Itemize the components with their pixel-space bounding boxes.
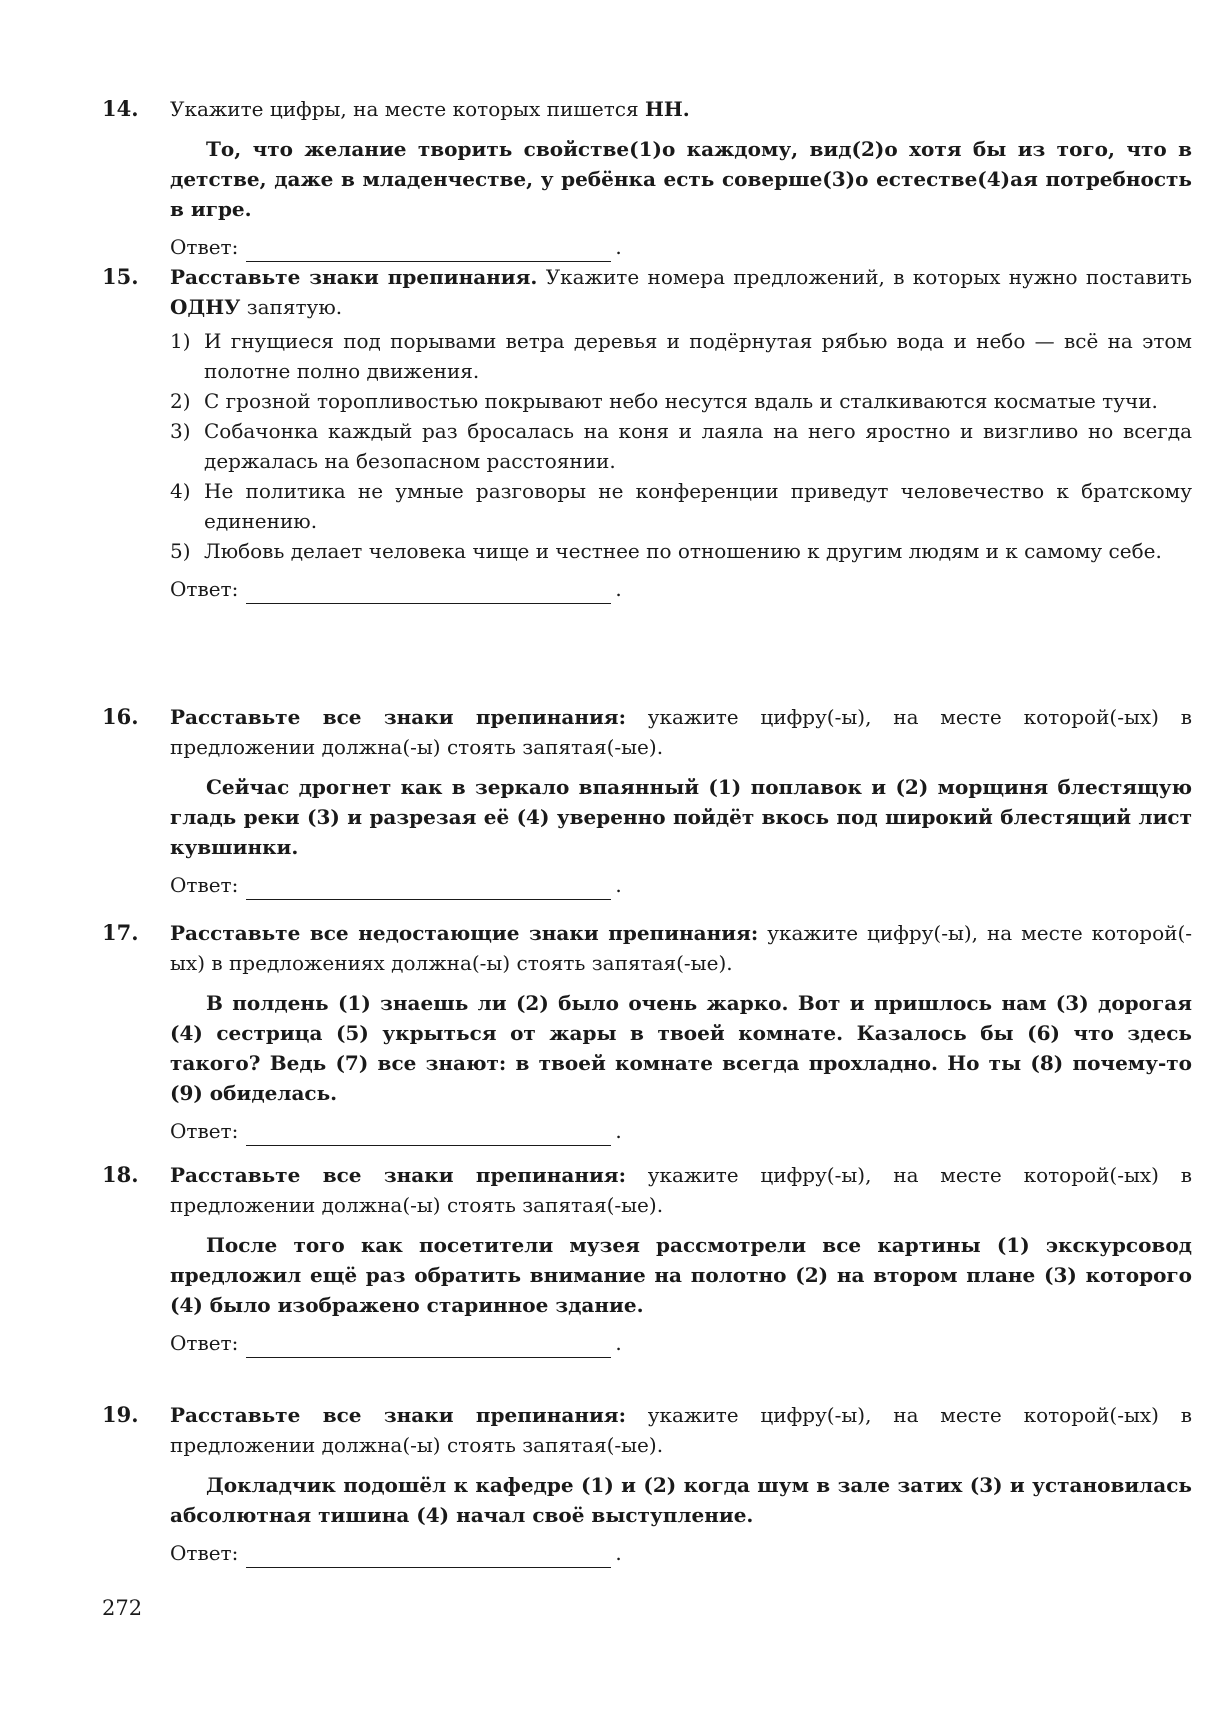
- answer-row: Ответ: .: [170, 870, 1192, 900]
- task-number: 16.: [102, 704, 139, 729]
- answer-field[interactable]: [246, 877, 611, 900]
- answer-row: Ответ: .: [170, 1116, 1192, 1146]
- task-instruction: Расставьте все знаки препинания: укажите цифру(-ы), на месте которой(-ых) в предложении должна(-ы) стоять запятая(-ые).: [170, 705, 1192, 759]
- answer-row: Ответ: .: [170, 1538, 1192, 1568]
- task-number: 19.: [102, 1402, 139, 1427]
- task-sentence: После того как посетители музея рассмотрели все картины (1) экскурсовод предложил ещё раз обратить внимание на полотно (2) на втором плане (3) которого (4) было изображено старинное здание.: [170, 1233, 1192, 1317]
- answer-label: Ответ:: [170, 1541, 239, 1565]
- list-item: 5) Любовь делает человека чище и честнее по отношению к другим людям и к самому себе.: [170, 539, 1162, 563]
- task-sentence: То, что желание творить свойстве(1)о каждому, вид(2)о хотя бы из того, что в детстве, даже в младенчестве, у ребёнка есть соверше(3)о естестве(4)ая потребность в игре.: [170, 137, 1192, 221]
- answer-field[interactable]: [246, 581, 611, 604]
- answer-label: Ответ:: [170, 577, 239, 601]
- task-instruction: Расставьте все недостающие знаки препинания: укажите цифру(-ы), на месте которой(-ых) в предложениях должна(-ы) стоять запятая(-ые).: [170, 921, 1192, 975]
- task-instruction: Укажите цифры, на месте которых пишется НН.: [170, 97, 690, 121]
- answer-row: Ответ: .: [170, 1328, 1192, 1358]
- task-instruction: Расставьте знаки препинания. Укажите номера предложений, в которых нужно поставить ОДНУ запятую.: [170, 265, 1192, 319]
- task-sentence: Докладчик подошёл к кафедре (1) и (2) когда шум в зале затих (3) и установилась абсолютная тишина (4) начал своё выступление.: [170, 1473, 1192, 1527]
- page-number: 272: [102, 1596, 143, 1620]
- task-16: [102, 702, 1192, 900]
- task-number: 15.: [102, 264, 139, 289]
- task-sentence: Сейчас дрогнет как в зеркало впаянный (1) поплавок и (2) морщиня блестящую гладь реки (3) и разрезая её (4) уверенно пойдёт вкось под широкий блестящий лист кувшинки.: [170, 775, 1192, 859]
- list-item: 3) Собачонка каждый раз бросалась на коня и лаяла на него яростно и визгливо но всегда держалась на безопасном расстоянии.: [170, 419, 1192, 473]
- task-number: 14.: [102, 96, 139, 121]
- list-item: 1) И гнущиеся под порывами ветра деревья и подёрнутая рябью вода и небо — всё на этом полотне полно движения.: [170, 329, 1192, 383]
- task-18: [102, 1160, 1192, 1358]
- list-item: 2) С грозной торопливостью покрывают небо несутся вдаль и сталкиваются косматые тучи.: [170, 389, 1158, 413]
- task-15: [102, 262, 1192, 604]
- task-instruction: Расставьте все знаки препинания: укажите цифру(-ы), на месте которой(-ых) в предложении должна(-ы) стоять запятая(-ые).: [170, 1403, 1192, 1457]
- answer-label: Ответ:: [170, 235, 239, 259]
- task-number: 18.: [102, 1162, 139, 1187]
- task-14: [102, 94, 1192, 262]
- answer-label: Ответ:: [170, 1119, 239, 1143]
- task-number: 17.: [102, 920, 139, 945]
- answer-row: Ответ: .: [170, 232, 1192, 262]
- answer-row: Ответ: .: [170, 574, 1192, 604]
- answer-field[interactable]: [246, 1545, 611, 1568]
- options-list: [170, 326, 1192, 566]
- answer-field[interactable]: [246, 1123, 611, 1146]
- answer-label: Ответ:: [170, 1331, 239, 1355]
- list-item: 4) Не политика не умные разговоры не конференции приведут человечество к братскому единению.: [170, 479, 1192, 533]
- answer-field[interactable]: [246, 239, 611, 262]
- task-19: [102, 1400, 1192, 1568]
- task-instruction: Расставьте все знаки препинания: укажите цифру(-ы), на месте которой(-ых) в предложении должна(-ы) стоять запятая(-ые).: [170, 1163, 1192, 1217]
- task-sentence: В полдень (1) знаешь ли (2) было очень жарко. Вот и пришлось нам (3) дорогая (4) сестрица (5) укрыться от жары в твоей комнате. Казалось бы (6) что здесь такого? Ведь (7) все знают: в твоей комнате всегда прохладно. Но ты (8) почему-то (9) обиделась.: [170, 991, 1192, 1105]
- answer-label: Ответ:: [170, 873, 239, 897]
- answer-field[interactable]: [246, 1335, 611, 1358]
- task-17: [102, 918, 1192, 1146]
